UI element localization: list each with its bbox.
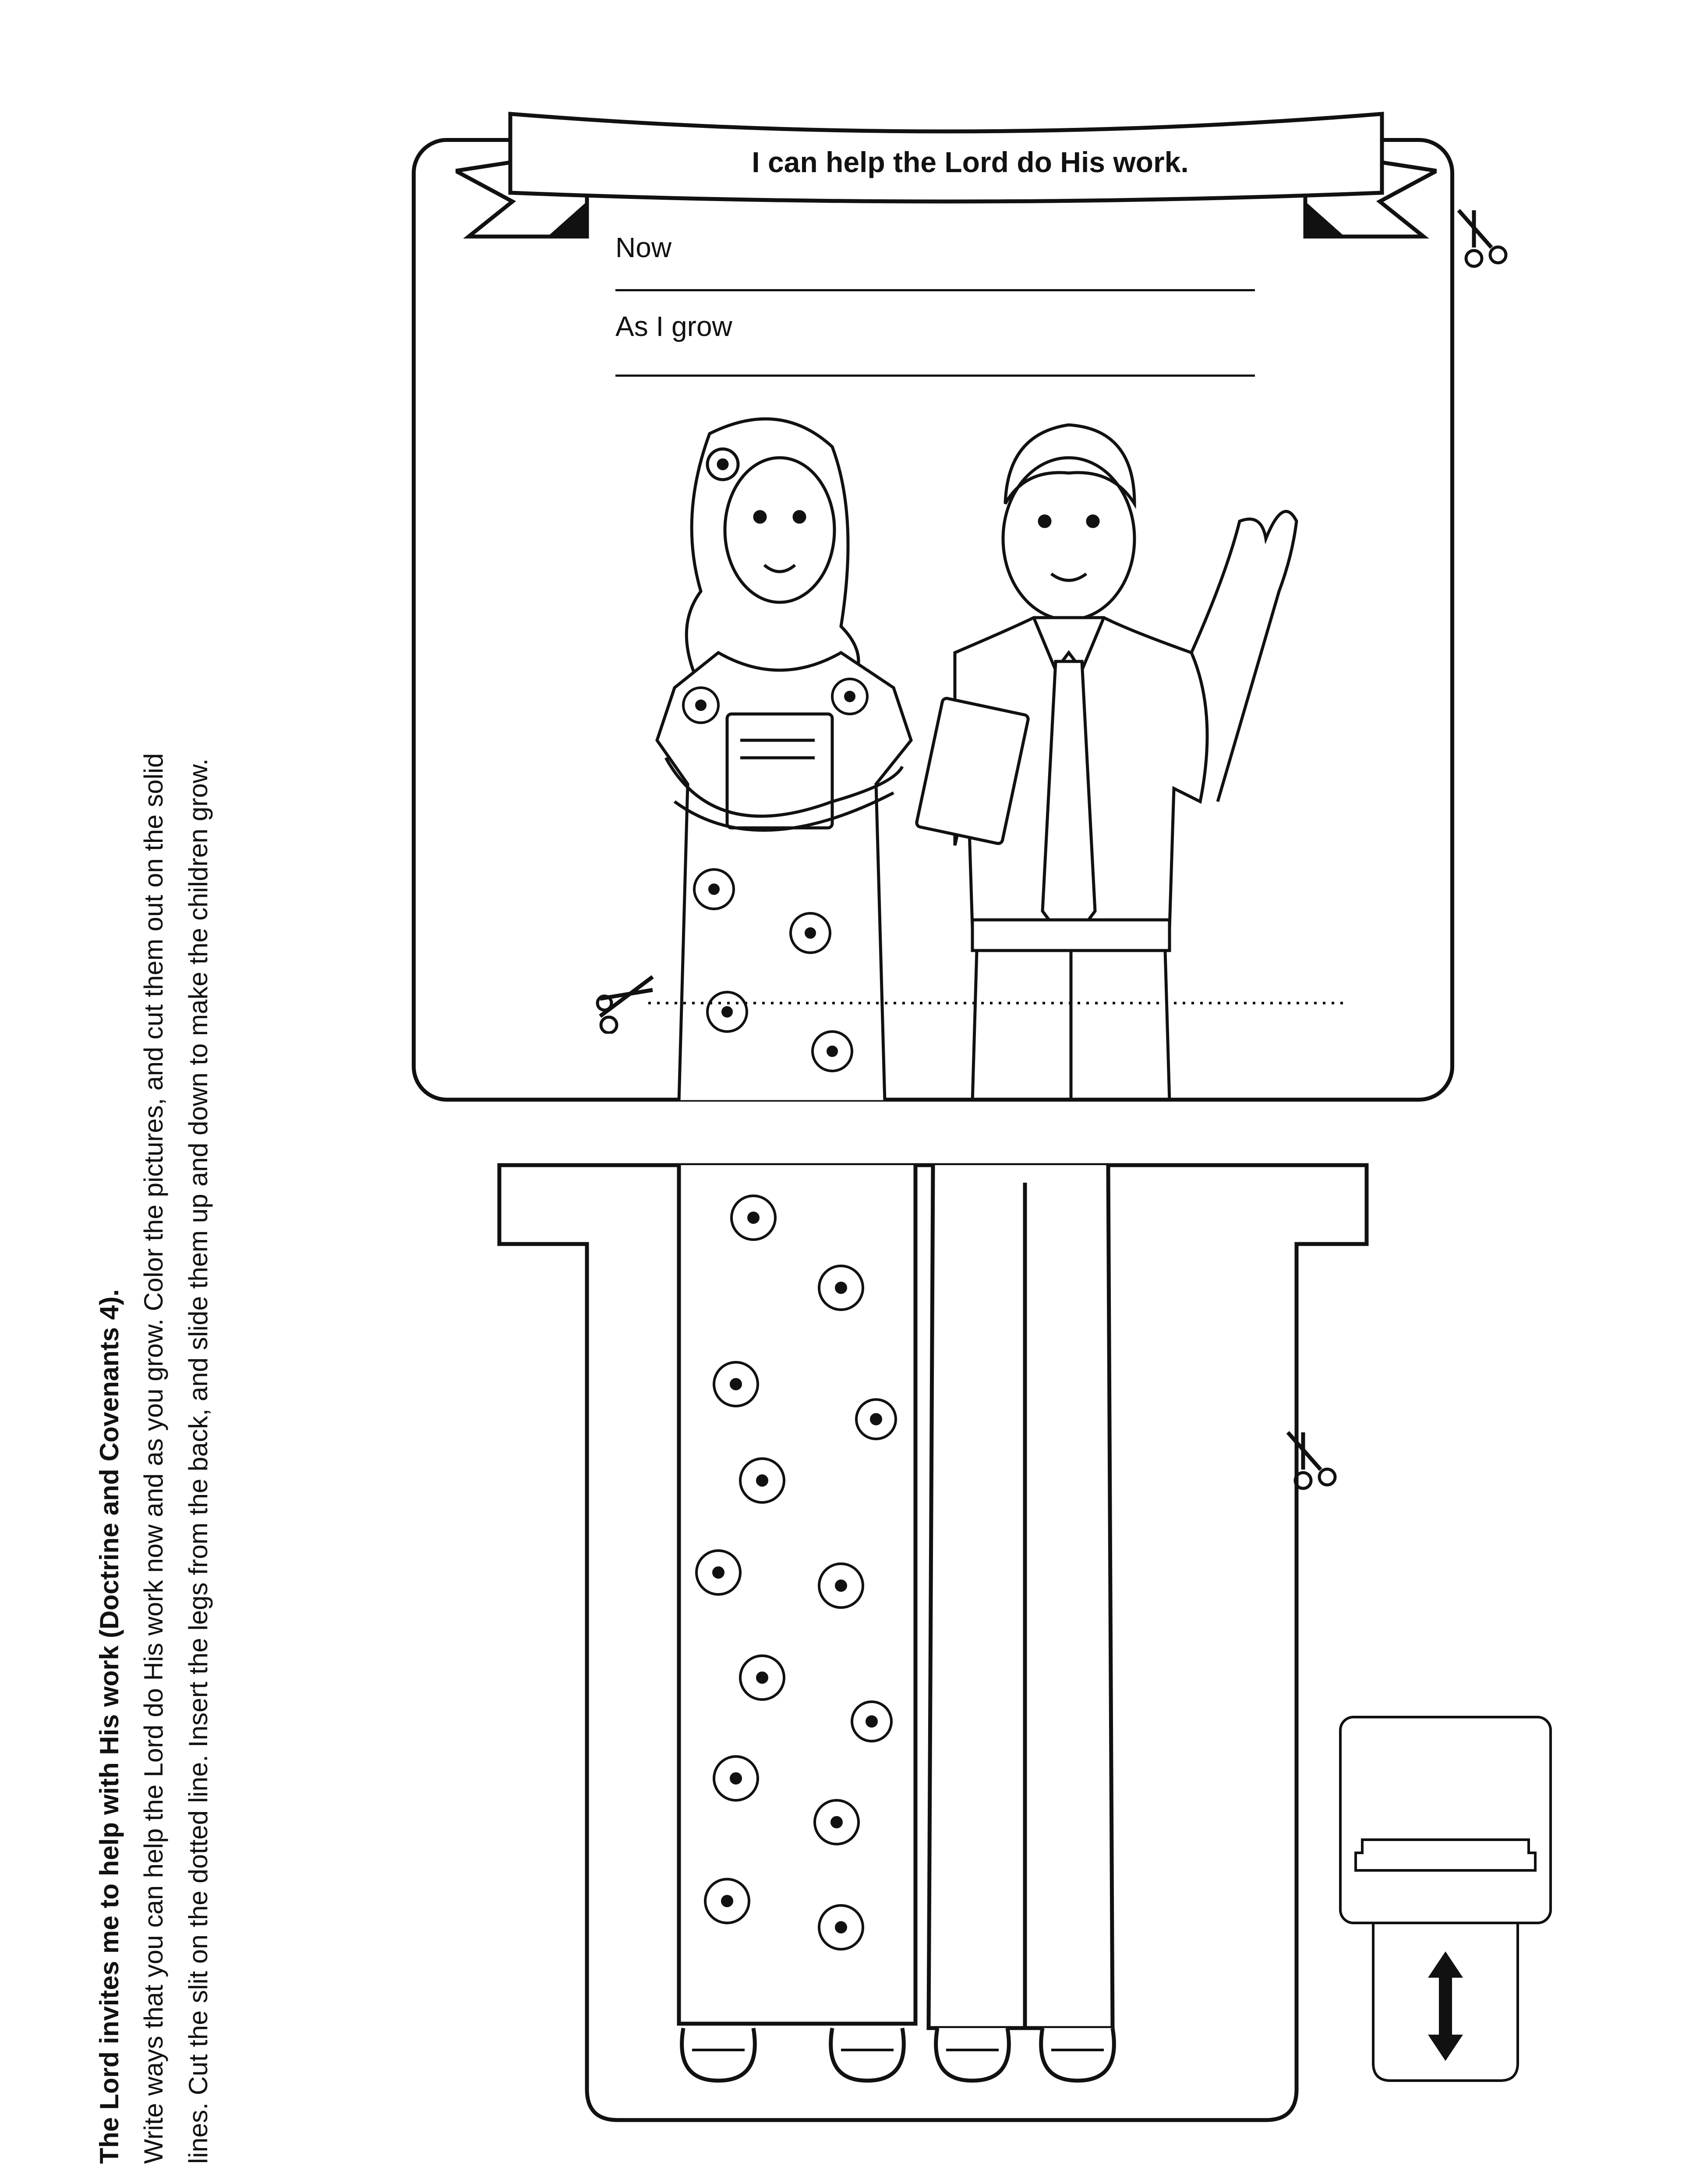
scissors-icon — [596, 968, 661, 1034]
scissors-icon — [1450, 206, 1516, 272]
instructions-line-1: Write ways that you can help the Lord do His work now and as you grow. Color the pictures, and cut them out on the solid — [139, 753, 168, 2164]
up-down-arrow-icon — [1428, 1951, 1463, 2061]
legs-strip — [491, 1156, 1384, 2138]
banner-title: I can help the Lord do His work. — [752, 146, 1189, 178]
instructions-line-2: lines. Cut the slit on the dotted line. Insert the legs from the back, and slide them up and down to make the children grow. — [184, 758, 213, 2164]
instructions-panel — [88, 131, 263, 2164]
write-line-as-i-grow[interactable] — [615, 375, 1255, 377]
field-label-now: Now — [615, 232, 672, 263]
children-illustration-upper — [648, 407, 1349, 1102]
scissors-icon — [1279, 1428, 1345, 1494]
banner-ribbon — [456, 105, 1437, 263]
assembly-diagram — [1336, 1713, 1555, 2089]
instructions-heading: The Lord invites me to help with His work (Doctrine and Covenants 4). — [95, 1289, 124, 2164]
write-line-now[interactable] — [615, 289, 1255, 291]
field-label-as-i-grow: As I grow — [615, 311, 732, 342]
